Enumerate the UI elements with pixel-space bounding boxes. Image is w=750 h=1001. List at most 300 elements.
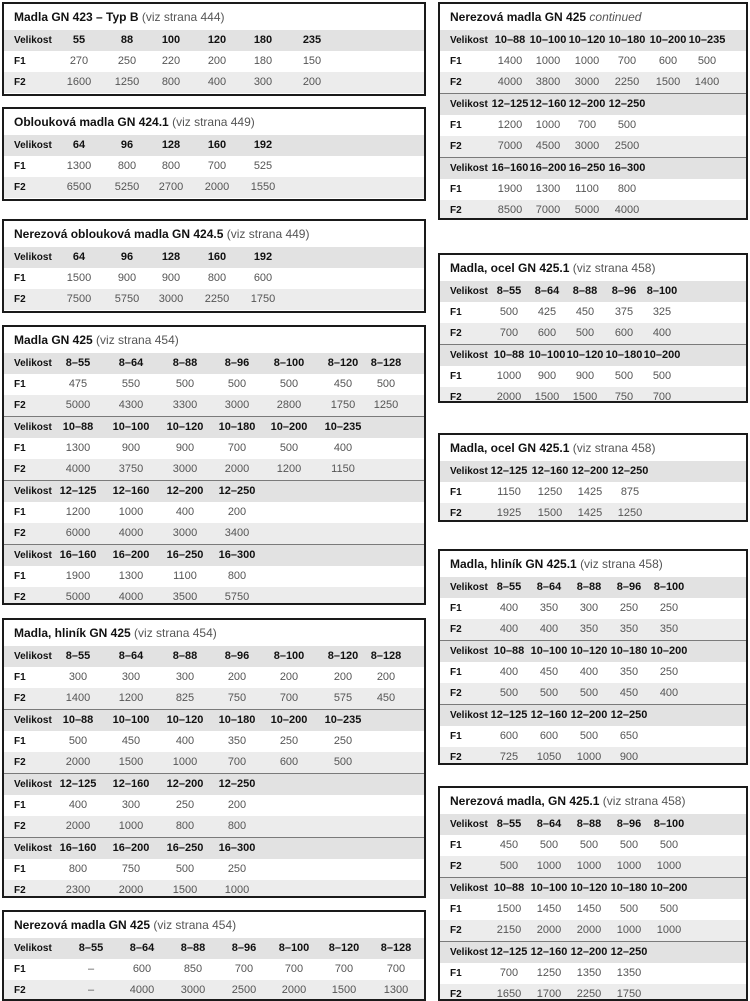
size-row <box>4 353 424 374</box>
f2-label: F2 <box>14 77 26 88</box>
size-label: Velikost <box>14 943 52 954</box>
f1-row <box>440 963 746 984</box>
f2-value: 350 <box>619 623 639 635</box>
size-row <box>440 577 746 598</box>
card-title <box>4 4 424 30</box>
f2-value: 7000 <box>535 204 561 216</box>
f1-row <box>440 302 746 323</box>
size-label: Velikost <box>14 550 52 561</box>
f2-value: 2250 <box>576 988 602 1000</box>
size-group <box>4 709 424 773</box>
size-label: Velikost <box>14 422 52 433</box>
f2-label: F2 <box>14 528 26 539</box>
f1-value: 500 <box>697 55 717 67</box>
size-label: Velikost <box>14 843 52 854</box>
f1-value: 300 <box>121 799 141 811</box>
f2-value: 600 <box>614 327 634 339</box>
size-label: Velikost <box>450 947 488 958</box>
f1-value: 1300 <box>535 183 561 195</box>
size-value: 10–88 <box>493 645 525 657</box>
f1-label: F1 <box>450 56 462 67</box>
size-value: 12–160 <box>530 946 568 958</box>
f1-row <box>4 959 424 980</box>
card-title-note: (viz strana 458) <box>572 441 656 455</box>
size-value: 8–88 <box>576 581 602 593</box>
f1-label: F1 <box>14 507 26 518</box>
f2-row <box>440 503 746 522</box>
size-value: 192 <box>253 251 273 263</box>
f1-row <box>440 115 746 136</box>
size-group <box>4 247 424 310</box>
size-value: 16–200 <box>529 162 567 174</box>
f2-row <box>440 747 746 765</box>
size-value: 16–160 <box>491 162 529 174</box>
size-value: 10–200 <box>650 882 688 894</box>
size-value: 8–96 <box>611 285 637 297</box>
f1-value: 800 <box>617 183 637 195</box>
f2-row <box>4 688 424 709</box>
f1-value: 900 <box>575 370 595 382</box>
size-value: 10–88 <box>494 34 526 46</box>
size-value: 12–160 <box>529 98 567 110</box>
f2-value: 350 <box>659 623 679 635</box>
f1-row <box>4 374 424 395</box>
f1-value: 325 <box>652 306 672 318</box>
f1-value: 700 <box>577 119 597 131</box>
size-value: 12–125 <box>491 98 529 110</box>
card-gn425-1-steel <box>438 253 748 403</box>
card-title-note: (viz strana 449) <box>226 227 310 241</box>
f2-label: F2 <box>14 757 26 768</box>
f1-value: 800 <box>161 160 181 172</box>
size-value: 16–250 <box>166 842 204 854</box>
f1-row <box>440 366 746 387</box>
f1-label: F1 <box>14 273 26 284</box>
size-label: Velikost <box>14 651 52 662</box>
f2-value: 1425 <box>577 507 603 519</box>
f2-value: 1500 <box>572 391 598 403</box>
card-title-note: (viz strana 444) <box>141 10 225 24</box>
f1-row <box>440 662 746 683</box>
size-value: 8–96 <box>224 650 250 662</box>
size-value: 8–55 <box>496 818 522 830</box>
card-title-text: Nerezová madla GN 425 <box>14 918 151 932</box>
size-label: Velikost <box>450 99 488 110</box>
card-title-note: (viz strana 454) <box>96 333 179 347</box>
f1-value: 400 <box>499 666 519 678</box>
f1-value: 250 <box>279 735 299 747</box>
size-value: 8–120 <box>328 942 360 954</box>
f2-value: 400 <box>652 327 672 339</box>
size-row <box>4 774 424 795</box>
size-value: 12–200 <box>568 98 606 110</box>
f2-row <box>440 984 746 1001</box>
f1-value: 1250 <box>537 486 563 498</box>
card-title-text: Oblouková madla GN 424.1 <box>14 115 169 129</box>
f2-value: 500 <box>579 687 599 699</box>
size-value: 12–125 <box>490 465 528 477</box>
f1-value: 350 <box>539 602 559 614</box>
size-row <box>4 646 424 667</box>
f2-value: 4000 <box>118 591 144 603</box>
f1-value: 425 <box>537 306 557 318</box>
card-title <box>440 788 746 814</box>
size-value: 10–200 <box>649 34 687 46</box>
card-title-text: Nerezová madla, GN 425.1 <box>450 794 600 808</box>
f2-label: F2 <box>450 989 462 1000</box>
f1-value: 700 <box>386 963 406 975</box>
size-value: 8–64 <box>129 942 155 954</box>
f2-value: 2000 <box>496 391 522 403</box>
f1-label: F1 <box>14 161 26 172</box>
f1-value: 850 <box>183 963 203 975</box>
size-value: 160 <box>207 139 227 151</box>
f2-value: 825 <box>175 692 195 704</box>
size-group <box>440 157 746 220</box>
size-value: 10–88 <box>62 714 94 726</box>
f2-value: 3800 <box>535 76 561 88</box>
size-value: 64 <box>72 251 86 263</box>
f2-value: 500 <box>575 327 595 339</box>
f1-value: 1300 <box>65 442 91 454</box>
size-value: 8–55 <box>78 942 104 954</box>
f2-value: 1000 <box>118 820 144 832</box>
size-label: Velikost <box>14 140 52 151</box>
size-row <box>4 30 424 51</box>
f1-value: 750 <box>121 863 141 875</box>
f2-label: F2 <box>450 925 462 936</box>
f2-value: 800 <box>161 76 181 88</box>
f2-value: 1400 <box>65 692 91 704</box>
f1-value: 1900 <box>65 570 91 582</box>
f1-value: 800 <box>207 272 227 284</box>
f1-value: 400 <box>175 735 195 747</box>
f1-label: F1 <box>450 968 462 979</box>
f2-value: 1500 <box>655 76 681 88</box>
size-row <box>4 481 424 502</box>
size-value: 10–120 <box>570 882 608 894</box>
f2-value: 3000 <box>158 293 184 305</box>
size-value: 8–88 <box>172 357 198 369</box>
f2-row <box>4 752 424 773</box>
size-value: 12–160 <box>531 465 569 477</box>
f2-value: 450 <box>376 692 396 704</box>
size-value: 8–64 <box>534 285 560 297</box>
size-group <box>440 281 746 344</box>
size-value: 10–180 <box>605 349 643 361</box>
size-label: Velikost <box>450 35 488 46</box>
f2-value: 2000 <box>576 924 602 936</box>
f1-value: 1350 <box>616 967 642 979</box>
f2-value: 3400 <box>224 527 250 539</box>
size-value: 12–250 <box>610 709 648 721</box>
size-value: 88 <box>120 34 134 46</box>
size-value: 8–100 <box>646 285 678 297</box>
f1-value: 1425 <box>577 486 603 498</box>
f2-value: 1000 <box>576 860 602 872</box>
f2-value: 1150 <box>331 463 355 475</box>
size-label: Velikost <box>14 486 52 497</box>
size-value: 8–96 <box>616 818 642 830</box>
f2-value: 1600 <box>66 76 92 88</box>
f2-value: 1000 <box>656 860 682 872</box>
f1-value: 1150 <box>497 486 521 498</box>
size-label: Velikost <box>450 286 488 297</box>
size-group <box>4 773 424 837</box>
f1-value: 250 <box>175 799 195 811</box>
size-value: 12–200 <box>166 485 204 497</box>
f1-row <box>440 179 746 200</box>
f2-value: 7000 <box>497 140 523 152</box>
f1-value: 1000 <box>535 55 561 67</box>
f2-row <box>4 816 424 837</box>
size-group <box>4 135 424 198</box>
f1-value: 500 <box>68 735 88 747</box>
f1-label: F1 <box>450 487 462 498</box>
size-group <box>440 640 746 704</box>
size-value: 8–64 <box>536 818 562 830</box>
size-group <box>440 814 746 877</box>
card-gn425-aluminium <box>2 618 426 898</box>
size-value: 8–64 <box>118 357 144 369</box>
f1-value: 375 <box>614 306 634 318</box>
size-value: 10–180 <box>218 714 256 726</box>
card-title <box>4 912 424 938</box>
f2-label: F2 <box>14 821 26 832</box>
f2-row <box>440 387 746 403</box>
f1-value: 500 <box>614 370 634 382</box>
size-value: 10–180 <box>610 645 648 657</box>
f2-value: 2500 <box>614 140 640 152</box>
f2-value: 2000 <box>536 924 562 936</box>
f1-row <box>4 51 424 72</box>
f2-row <box>4 523 424 544</box>
size-value: 10–180 <box>610 882 648 894</box>
size-value: 10–100 <box>530 882 568 894</box>
f1-value: 500 <box>279 442 299 454</box>
size-value: 10–180 <box>608 34 646 46</box>
size-row <box>4 417 424 438</box>
card-title-text: Madla, hliník GN 425.1 <box>450 557 577 571</box>
f1-value: 150 <box>302 55 322 67</box>
f2-value: 400 <box>207 76 227 88</box>
f2-value: 1200 <box>276 463 302 475</box>
f2-value: 400 <box>659 687 679 699</box>
f2-row <box>4 72 424 93</box>
f1-value: 900 <box>117 272 137 284</box>
f2-value: 1000 <box>224 884 250 896</box>
size-value: 8–96 <box>224 357 250 369</box>
size-label: Velikost <box>450 582 488 593</box>
f2-value: 3000 <box>574 76 600 88</box>
size-value: 8–64 <box>118 650 144 662</box>
card-title-note: (viz strana 454) <box>153 918 237 932</box>
f1-value: 600 <box>253 272 273 284</box>
f2-label: F2 <box>450 77 462 88</box>
f1-value: 200 <box>227 799 247 811</box>
size-group <box>4 938 424 1001</box>
f1-value: 700 <box>234 963 254 975</box>
f2-value: 5250 <box>114 181 140 193</box>
f2-value: 1050 <box>536 751 562 763</box>
size-value: 8–88 <box>172 650 198 662</box>
f2-value: 400 <box>499 623 519 635</box>
f2-label: F2 <box>450 624 462 635</box>
f2-row <box>440 323 746 344</box>
f2-value: 3000 <box>224 399 250 411</box>
f1-value: 1000 <box>574 55 600 67</box>
f1-value: 450 <box>539 666 559 678</box>
size-value: 10–100 <box>112 714 150 726</box>
size-label: Velikost <box>14 252 52 263</box>
f2-label: F2 <box>450 688 462 699</box>
f1-value: 250 <box>619 602 639 614</box>
size-value: 8–55 <box>65 357 91 369</box>
size-value: 12–125 <box>490 709 528 721</box>
f2-value: 1400 <box>694 76 720 88</box>
size-value: 64 <box>72 139 86 151</box>
f2-label: F2 <box>14 182 26 193</box>
card-gn425-stainless-continued <box>438 2 748 220</box>
f2-value: 3000 <box>172 527 198 539</box>
card-title-text: Madla GN 423 – Typ B <box>14 10 139 24</box>
card-title <box>4 221 424 247</box>
f2-value: 5750 <box>224 591 250 603</box>
f2-value: 2250 <box>614 76 640 88</box>
f2-value: 5000 <box>65 399 91 411</box>
f2-value: 400 <box>539 623 559 635</box>
size-value: 16–300 <box>218 842 256 854</box>
f2-value: 1000 <box>172 756 198 768</box>
size-row <box>4 710 424 731</box>
f1-value: 1500 <box>496 903 522 915</box>
f2-value: 2150 <box>496 924 522 936</box>
size-row <box>440 345 746 366</box>
f2-value: 7500 <box>66 293 92 305</box>
size-row <box>440 641 746 662</box>
f2-value: 1650 <box>496 988 522 1000</box>
f1-label: F1 <box>450 307 462 318</box>
f1-value: 700 <box>207 160 227 172</box>
card-title <box>440 435 746 461</box>
f1-value: 475 <box>68 378 88 390</box>
f2-value: 500 <box>499 687 519 699</box>
f1-label: F1 <box>14 56 26 67</box>
size-label: Velikost <box>450 883 488 894</box>
size-row <box>440 942 746 963</box>
f2-value: 3000 <box>180 984 206 996</box>
size-value: 12–200 <box>166 778 204 790</box>
f1-value: 700 <box>617 55 637 67</box>
card-gn423 <box>2 2 426 96</box>
f2-value: 2300 <box>65 884 91 896</box>
f1-row <box>4 795 424 816</box>
f2-value: 500 <box>539 687 559 699</box>
f1-label: F1 <box>450 904 462 915</box>
f1-value: 600 <box>499 730 519 742</box>
size-group <box>440 877 746 941</box>
size-value: 10–120 <box>570 645 608 657</box>
size-value: 12–200 <box>570 709 608 721</box>
size-value: 10–88 <box>62 421 94 433</box>
f2-value: 1700 <box>536 988 562 1000</box>
f1-value: 400 <box>68 799 88 811</box>
size-group <box>4 353 424 416</box>
size-label: Velikost <box>450 710 488 721</box>
f1-value: 500 <box>617 119 637 131</box>
size-row <box>440 461 746 482</box>
size-value: 8–128 <box>370 650 402 662</box>
f2-value: 4300 <box>118 399 144 411</box>
size-value: 10–235 <box>324 714 362 726</box>
card-gn424-1 <box>2 107 426 201</box>
card-gn425 <box>2 325 426 605</box>
f2-value: 725 <box>499 751 519 763</box>
size-row <box>4 545 424 566</box>
size-group <box>440 704 746 765</box>
f1-value: 300 <box>68 671 88 683</box>
f1-row <box>4 156 424 177</box>
size-value: 96 <box>120 251 134 263</box>
size-value: 10–200 <box>650 645 688 657</box>
f1-value: 450 <box>333 378 353 390</box>
size-value: 10–120 <box>166 714 204 726</box>
size-group <box>4 480 424 544</box>
size-value: 8–88 <box>576 818 602 830</box>
f1-value: 270 <box>69 55 89 67</box>
f1-value: 250 <box>333 735 353 747</box>
size-row <box>440 281 746 302</box>
size-value: 8–55 <box>496 285 522 297</box>
f2-value: 3300 <box>172 399 198 411</box>
size-value: 16–200 <box>112 549 150 561</box>
size-value: 8–100 <box>273 357 305 369</box>
size-value: 16–300 <box>218 549 256 561</box>
f2-value: – <box>87 984 95 996</box>
f2-value: 1500 <box>118 756 144 768</box>
f1-value: 650 <box>619 730 639 742</box>
f1-value: 525 <box>253 160 273 172</box>
f2-label: F2 <box>450 861 462 872</box>
f1-value: 1300 <box>66 160 92 172</box>
f1-value: 1300 <box>118 570 144 582</box>
size-value: 8–128 <box>380 942 412 954</box>
f1-value: 1450 <box>536 903 562 915</box>
size-value: 8–100 <box>273 650 305 662</box>
size-value: 8–96 <box>231 942 257 954</box>
f1-value: 500 <box>175 378 195 390</box>
f1-value: 500 <box>659 903 679 915</box>
size-label: Velikost <box>450 646 488 657</box>
f1-value: 350 <box>619 666 639 678</box>
f1-value: 600 <box>132 963 152 975</box>
size-value: 10–120 <box>166 421 204 433</box>
f2-value: 1000 <box>536 860 562 872</box>
size-value: 8–64 <box>536 581 562 593</box>
f2-value: 750 <box>614 391 634 403</box>
f1-label: F1 <box>14 443 26 454</box>
f1-label: F1 <box>450 184 462 195</box>
f2-row <box>440 683 746 704</box>
f2-value: 4000 <box>497 76 523 88</box>
f2-value: 2500 <box>231 984 257 996</box>
size-value: 8–100 <box>653 581 685 593</box>
f2-value: 3500 <box>172 591 198 603</box>
f2-value: 5000 <box>574 204 600 216</box>
size-value: 16–160 <box>59 842 97 854</box>
f1-row <box>4 438 424 459</box>
f2-value: 900 <box>619 751 639 763</box>
